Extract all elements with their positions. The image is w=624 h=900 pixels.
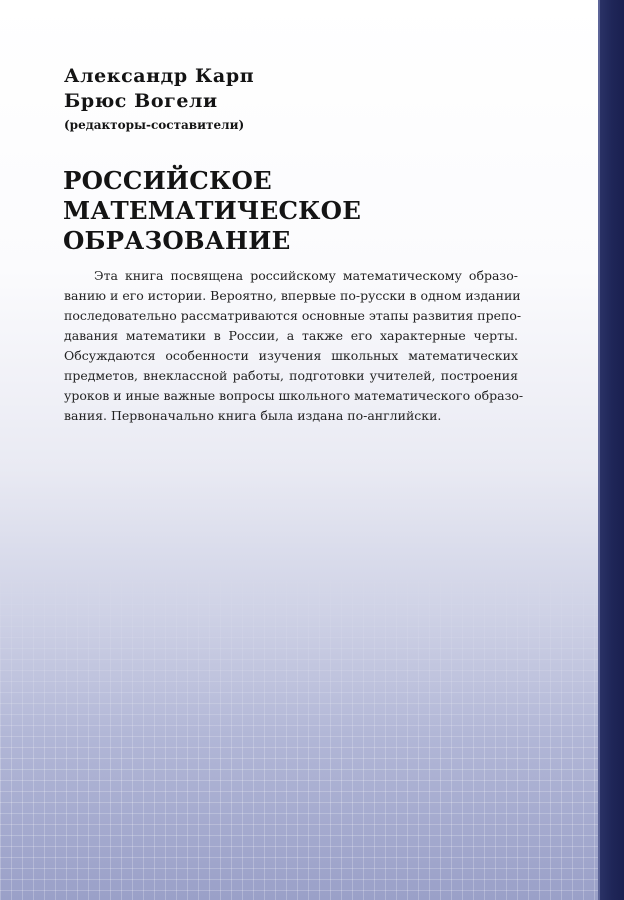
description-line: ванию и его истории. Вероятно, впервые по-русски в одном издании <box>64 288 521 303</box>
editors-role: (редакторы-составители) <box>64 118 245 132</box>
description-line: предметов, внеклассной работы, подготовки учителей, построения <box>64 368 518 383</box>
description-line: последовательно рассматриваются основные этапы развития препо- <box>64 308 522 323</box>
cover-grid-pattern <box>0 560 600 900</box>
title-line-1: РОССИЙСКОЕ <box>63 166 272 195</box>
author-name-2: Брюс Вогели <box>64 90 218 112</box>
description-line: вания. Первоначально книга была издана по-английски. <box>64 408 442 423</box>
title-line-3: ОБРАЗОВАНИЕ <box>63 226 291 255</box>
spine-band <box>600 0 624 900</box>
description-line: давания математики в России, а также его характерные черты. <box>64 328 518 343</box>
description-line: Эта книга посвящена российскому математическому образо- <box>94 268 518 283</box>
title-line-2: МАТЕМАТИЧЕСКОЕ <box>63 196 362 225</box>
author-name-1: Александр Карп <box>64 65 255 87</box>
description-line: уроков и иные важные вопросы школьного математического образо- <box>64 388 524 403</box>
description-line: Обсуждаются особенности изучения школьных математических <box>64 348 518 363</box>
book-title <box>63 166 361 256</box>
book-description <box>64 266 524 426</box>
authors-block <box>64 64 254 134</box>
